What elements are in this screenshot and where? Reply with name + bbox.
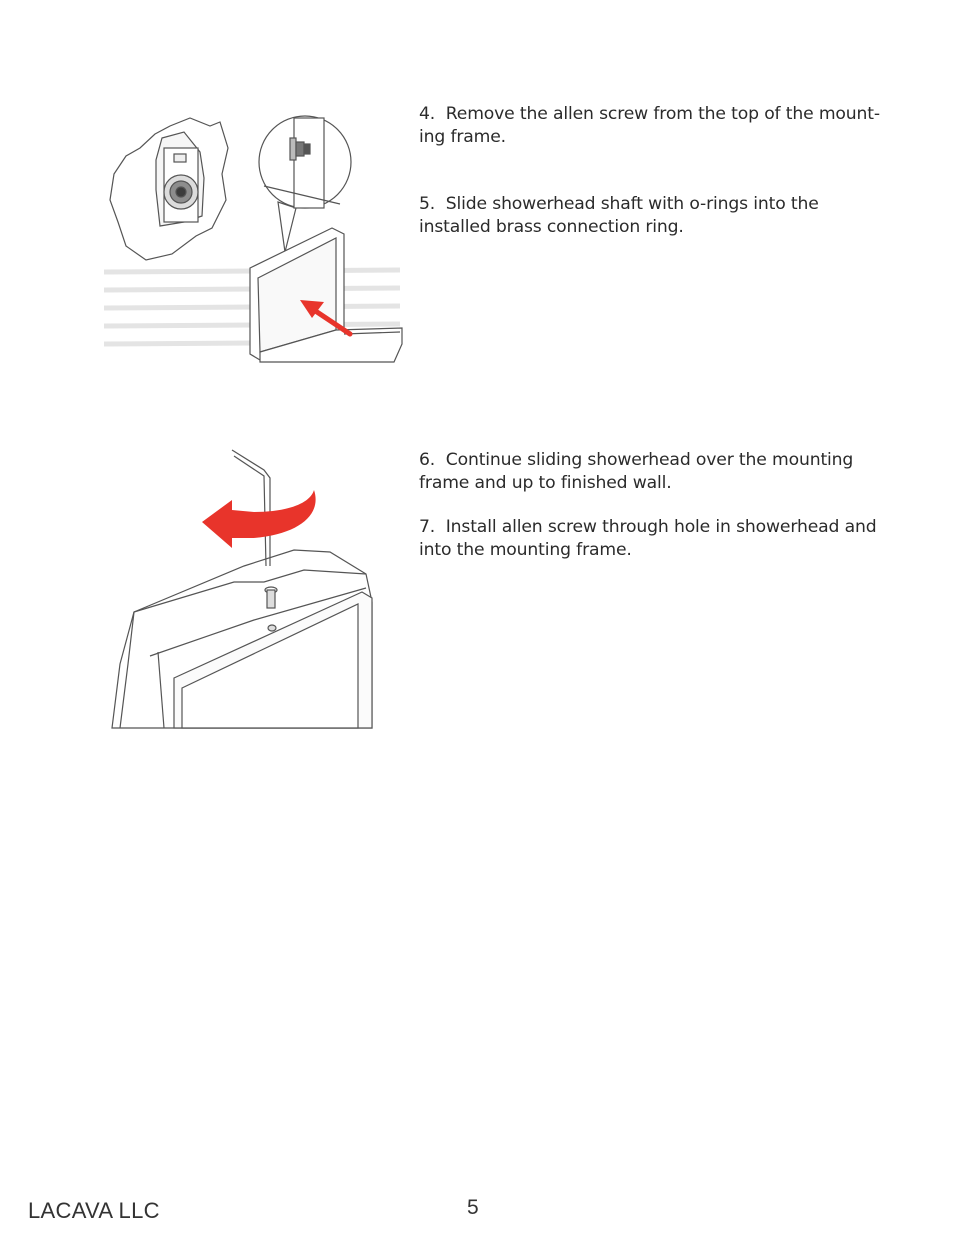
step-7-number: 7. [419, 517, 436, 537]
footer-page-number: 5 [467, 1196, 479, 1219]
instruction-step-4 [419, 103, 919, 149]
step-7-text: Install allen screw through hole in showerhead and [445, 517, 877, 537]
footer-company-name: LACAVA LLC [28, 1198, 160, 1223]
instruction-step-6 [419, 449, 919, 495]
instruction-step-5 [419, 193, 919, 239]
figure-install-allen-screw [104, 442, 376, 732]
step-4-number: 4. [419, 104, 436, 124]
figure-2-illustration [104, 442, 376, 732]
step-6-number: 6. [419, 450, 436, 470]
step-6-text-line-2: frame and up to finished wall. [419, 473, 672, 493]
instruction-step-7 [419, 516, 919, 562]
step-6-text: Continue sliding showerhead over the mounting [445, 450, 854, 470]
step-4-text: Remove the allen screw from the top of the mount- [445, 104, 880, 124]
showerhead-frame-icon [112, 550, 372, 728]
figure-remove-allen-screw [100, 104, 406, 366]
step-7-text-line-2: into the mounting frame. [419, 540, 632, 560]
mounting-frame-icon [250, 228, 402, 362]
figure-1-illustration [100, 104, 406, 366]
step-5-number: 5. [419, 194, 436, 214]
step-5-text: Slide showerhead shaft with o-rings into the [445, 194, 819, 214]
rotation-arrow-icon [202, 490, 316, 548]
step-5-text-line-2: installed brass connection ring. [419, 217, 684, 237]
allen-key-icon [232, 450, 270, 566]
mounting-ring-icon [110, 118, 228, 260]
step-4-text-line-2: ing frame. [419, 127, 506, 147]
